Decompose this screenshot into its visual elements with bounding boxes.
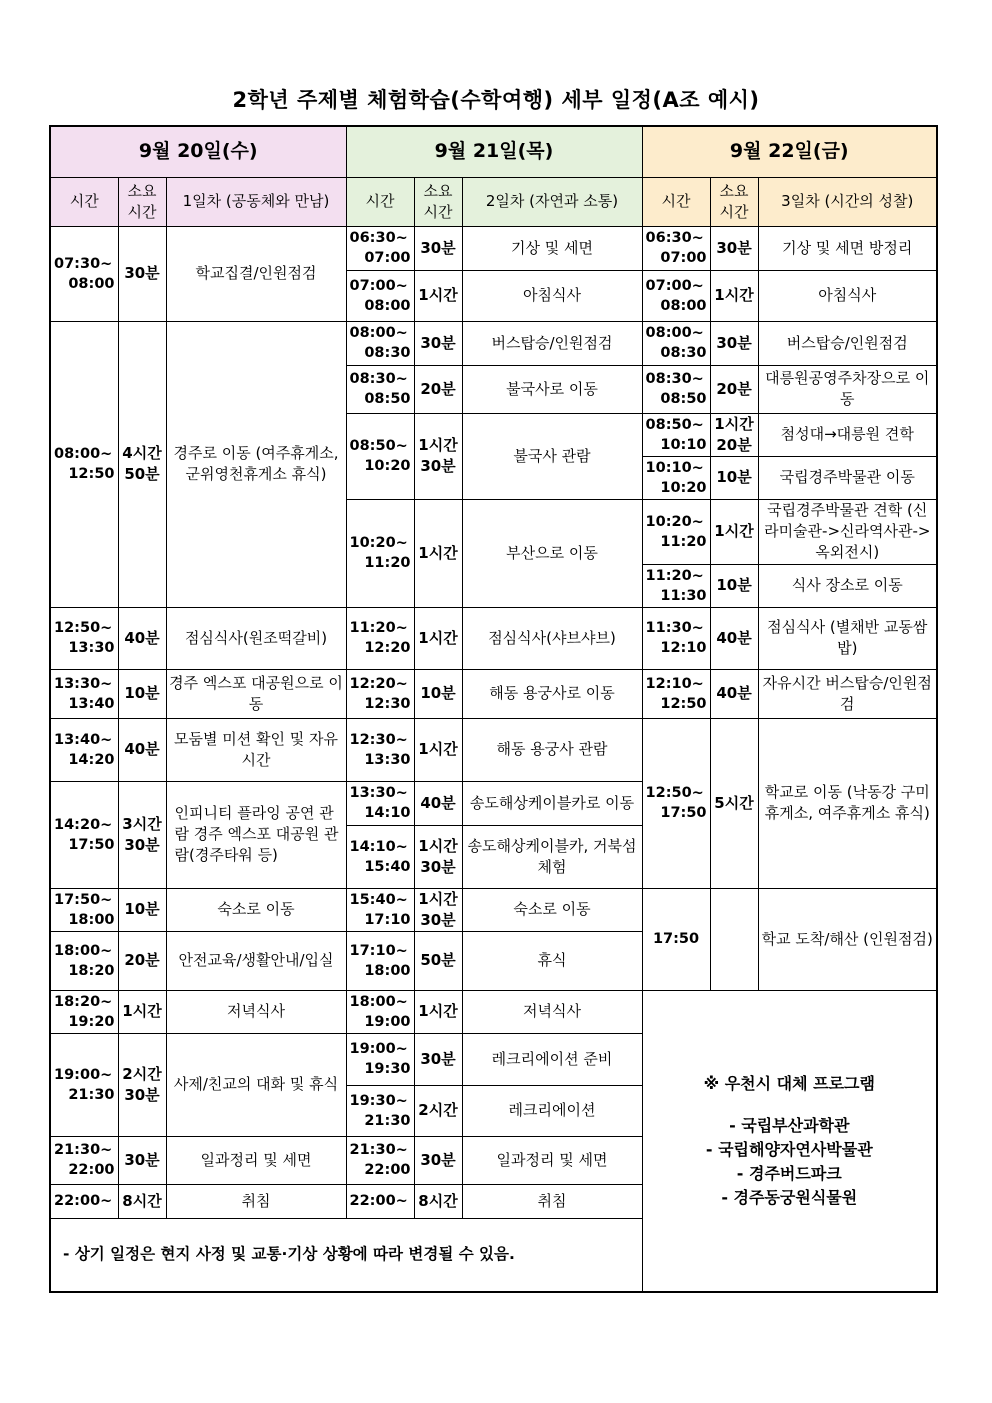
- duration-cell: 1시간: [118, 990, 166, 1033]
- duration-cell: 10분: [414, 669, 462, 718]
- activity-cell: 저녁식사: [166, 990, 346, 1033]
- day1-duration-header: 소요 시간: [118, 177, 166, 226]
- duration-cell: 2시간 30분: [118, 1033, 166, 1136]
- activity-cell: 아침식사: [758, 270, 937, 321]
- table-row: [50, 321, 937, 365]
- activity-cell: 저녁식사: [462, 990, 642, 1033]
- time-cell: 14:20~ 17:50: [50, 781, 118, 888]
- time-cell: 19:00~ 19:30: [346, 1033, 414, 1085]
- time-cell: 12:30~ 13:30: [346, 718, 414, 781]
- time-cell: 08:00~ 08:30: [346, 321, 414, 365]
- day2-header: 9월 21일(목): [346, 126, 642, 177]
- activity-cell: 불국사 관람: [462, 413, 642, 499]
- duration-cell: 30분: [118, 1136, 166, 1184]
- list-item: - 국립부산과학관: [729, 1115, 850, 1135]
- activity-cell: 사제/친교의 대화 및 휴식: [166, 1033, 346, 1136]
- duration-cell: 40분: [118, 718, 166, 781]
- activity-cell: 레크리에이션 준비: [462, 1033, 642, 1085]
- time-cell: 12:10~ 12:50: [642, 669, 710, 718]
- activity-cell: 경주로 이동 (여주휴게소, 군위영천휴게소 휴식): [166, 321, 346, 607]
- day2-time-header: 시간: [346, 177, 414, 226]
- duration-cell: 20분: [710, 365, 758, 413]
- activity-cell: 송도해상케이블카, 거북섬 체험: [462, 825, 642, 888]
- duration-cell: 20분: [118, 931, 166, 990]
- duration-cell: 40분: [118, 607, 166, 669]
- activity-cell: 일과정리 및 세면: [166, 1136, 346, 1184]
- day1-header: 9월 20일(수): [50, 126, 346, 177]
- duration-cell: 40분: [710, 669, 758, 718]
- duration-cell: 30분: [710, 226, 758, 270]
- time-cell: 22:00~: [50, 1184, 118, 1218]
- duration-cell: 50분: [414, 931, 462, 990]
- time-cell: 22:00~: [346, 1184, 414, 1218]
- time-cell: 19:00~ 21:30: [50, 1033, 118, 1136]
- rain-alternative-heading: ※ 우천시 대체 프로그램: [703, 1073, 875, 1093]
- activity-cell: 버스탑승/인원점검: [462, 321, 642, 365]
- duration-cell: 1시간: [414, 270, 462, 321]
- duration-cell: 10분: [118, 888, 166, 931]
- activity-cell: 첨성대→대릉원 견학: [758, 413, 937, 456]
- table-row: [50, 888, 937, 931]
- duration-cell: 30분: [414, 321, 462, 365]
- activity-cell: 점심식사(샤브샤브): [462, 607, 642, 669]
- duration-cell: [710, 888, 758, 990]
- duration-cell: 1시간 20분: [710, 413, 758, 456]
- time-cell: 08:30~ 08:50: [642, 365, 710, 413]
- time-cell: 08:50~ 10:20: [346, 413, 414, 499]
- time-cell: 17:50~ 18:00: [50, 888, 118, 931]
- time-cell: 17:10~ 18:00: [346, 931, 414, 990]
- activity-cell: 숙소로 이동: [462, 888, 642, 931]
- activity-cell: 일과정리 및 세면: [462, 1136, 642, 1184]
- time-cell: 12:50~ 17:50: [642, 718, 710, 888]
- time-cell: 08:00~ 12:50: [50, 321, 118, 607]
- day2-activity-header: 2일차 (자연과 소통): [462, 177, 642, 226]
- time-cell: 08:30~ 08:50: [346, 365, 414, 413]
- activity-cell: 국립경주박물관 견학 (신라미술관->신라역사관->옥외전시): [758, 499, 937, 564]
- day3-activity-header: 3일차 (시간의 성찰): [758, 177, 937, 226]
- time-cell: 14:10~ 15:40: [346, 825, 414, 888]
- duration-cell: 1시간: [710, 270, 758, 321]
- activity-cell: 학교로 이동 (낙동강 구미휴게소, 여주휴게소 휴식): [758, 718, 937, 888]
- day3-time-header: 시간: [642, 177, 710, 226]
- time-cell: 12:20~ 12:30: [346, 669, 414, 718]
- time-cell: 06:30~ 07:00: [346, 226, 414, 270]
- time-cell: 06:30~ 07:00: [642, 226, 710, 270]
- activity-cell: 휴식: [462, 931, 642, 990]
- activity-cell: 대릉원공영주차장으로 이동: [758, 365, 937, 413]
- time-cell: 21:30~ 22:00: [346, 1136, 414, 1184]
- time-cell: 13:30~ 13:40: [50, 669, 118, 718]
- activity-cell: 취침: [166, 1184, 346, 1218]
- time-cell: 17:50: [642, 888, 710, 990]
- list-item: - 국립해양자연사박물관: [705, 1139, 873, 1159]
- time-cell: 18:20~ 19:20: [50, 990, 118, 1033]
- schedule-note: - 상기 일정은 현지 사정 및 교통·기상 상황에 따라 변경될 수 있음.: [50, 1218, 937, 1292]
- time-cell: 21:30~ 22:00: [50, 1136, 118, 1184]
- activity-cell: 레크리에이션: [462, 1085, 642, 1136]
- activity-cell: 안전교육/생활안내/입실: [166, 931, 346, 990]
- time-cell: 07:00~ 08:00: [346, 270, 414, 321]
- duration-cell: 10분: [710, 456, 758, 499]
- activity-cell: 부산으로 이동: [462, 499, 642, 607]
- activity-cell: 인피니티 플라잉 공연 관람 경주 엑스포 대공원 관람(경주타워 등): [166, 781, 346, 888]
- time-cell: 19:30~ 21:30: [346, 1085, 414, 1136]
- duration-cell: 30분: [414, 1033, 462, 1085]
- duration-cell: 20분: [414, 365, 462, 413]
- day1-activity-header: 1일차 (공동체와 만남): [166, 177, 346, 226]
- table-row: [50, 990, 937, 1033]
- activity-cell: 숙소로 이동: [166, 888, 346, 931]
- activity-cell: 해동 용궁사로 이동: [462, 669, 642, 718]
- activity-cell: 학교집결/인원점검: [166, 226, 346, 321]
- time-cell: 11:30~ 12:10: [642, 607, 710, 669]
- activity-cell: 취침: [462, 1184, 642, 1218]
- duration-cell: 1시간 30분: [414, 413, 462, 499]
- duration-cell: 1시간: [414, 990, 462, 1033]
- list-item: - 경주동궁원식물원: [721, 1187, 858, 1207]
- duration-cell: 8시간: [118, 1184, 166, 1218]
- duration-cell: 1시간 30분: [414, 888, 462, 931]
- duration-cell: 5시간: [710, 718, 758, 888]
- duration-cell: 10분: [710, 564, 758, 607]
- day1-time-header: 시간: [50, 177, 118, 226]
- page-title: 2학년 주제별 체험학습(수학여행) 세부 일정(A조 예시): [232, 88, 760, 112]
- time-cell: 15:40~ 17:10: [346, 888, 414, 931]
- duration-cell: 1시간 30분: [414, 825, 462, 888]
- duration-cell: 2시간: [414, 1085, 462, 1136]
- duration-cell: 10분: [118, 669, 166, 718]
- schedule-table: [49, 125, 938, 1293]
- activity-cell: 국립경주박물관 이동: [758, 456, 937, 499]
- time-cell: 18:00~ 19:00: [346, 990, 414, 1033]
- duration-cell: 30분: [710, 321, 758, 365]
- time-cell: 10:10~ 10:20: [642, 456, 710, 499]
- time-cell: 10:20~ 11:20: [642, 499, 710, 564]
- duration-cell: 1시간: [414, 718, 462, 781]
- activity-cell: 경주 엑스포 대공원으로 이동: [166, 669, 346, 718]
- activity-cell: 아침식사: [462, 270, 642, 321]
- activity-cell: 점심식사(원조떡갈비): [166, 607, 346, 669]
- activity-cell: 기상 및 세면: [462, 226, 642, 270]
- time-cell: 11:20~ 11:30: [642, 564, 710, 607]
- duration-cell: 40분: [414, 781, 462, 825]
- day3-duration-header: 소요 시간: [710, 177, 758, 226]
- duration-cell: 30분: [414, 226, 462, 270]
- time-cell: 07:30~ 08:00: [50, 226, 118, 321]
- activity-cell: 버스탑승/인원점검: [758, 321, 937, 365]
- day3-header: 9월 22일(금): [642, 126, 937, 177]
- activity-cell: 불국사로 이동: [462, 365, 642, 413]
- activity-cell: 식사 장소로 이동: [758, 564, 937, 607]
- table-row: [50, 669, 937, 718]
- duration-cell: 30분: [414, 1136, 462, 1184]
- duration-cell: 30분: [118, 226, 166, 321]
- time-cell: 08:00~ 08:30: [642, 321, 710, 365]
- activity-cell: 점심식사 (별채반 교동쌈밥): [758, 607, 937, 669]
- activity-cell: 학교 도착/해산 (인원점검): [758, 888, 937, 990]
- time-cell: 08:50~ 10:10: [642, 413, 710, 456]
- activity-cell: 기상 및 세면 방정리: [758, 226, 937, 270]
- activity-cell: 자유시간 버스탑승/인원점검: [758, 669, 937, 718]
- time-cell: 18:00~ 18:20: [50, 931, 118, 990]
- time-cell: 13:30~ 14:10: [346, 781, 414, 825]
- duration-cell: 1시간: [414, 499, 462, 607]
- duration-cell: 1시간: [710, 499, 758, 564]
- day2-duration-header: 소요 시간: [414, 177, 462, 226]
- time-cell: 13:40~ 14:20: [50, 718, 118, 781]
- list-item: - 경주버드파크: [736, 1163, 842, 1183]
- time-cell: 10:20~ 11:20: [346, 499, 414, 607]
- duration-cell: 1시간: [414, 607, 462, 669]
- activity-cell: 모둠별 미션 확인 및 자유시간: [166, 718, 346, 781]
- table-row: [50, 226, 937, 270]
- duration-cell: 4시간 50분: [118, 321, 166, 607]
- duration-cell: 3시간 30분: [118, 781, 166, 888]
- table-row: [50, 718, 937, 781]
- time-cell: 07:00~ 08:00: [642, 270, 710, 321]
- activity-cell: 해동 용궁사 관람: [462, 718, 642, 781]
- duration-cell: 8시간: [414, 1184, 462, 1218]
- time-cell: 11:20~ 12:20: [346, 607, 414, 669]
- time-cell: 12:50~ 13:30: [50, 607, 118, 669]
- activity-cell: 송도해상케이블카로 이동: [462, 781, 642, 825]
- duration-cell: 40분: [710, 607, 758, 669]
- table-row: [50, 607, 937, 669]
